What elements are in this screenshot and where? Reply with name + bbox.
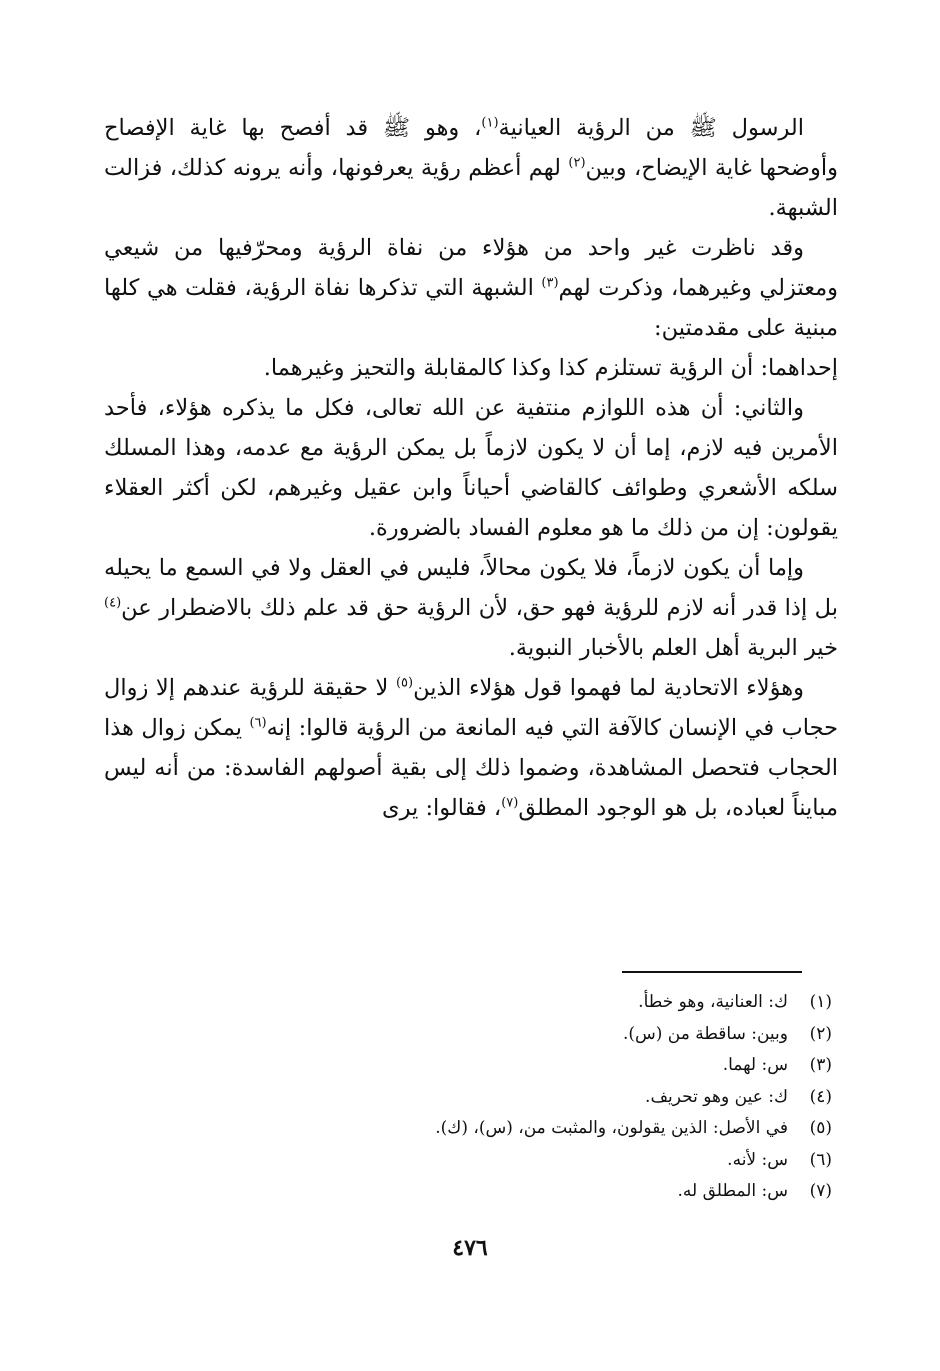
text-segment: الشبهة التي تذكرها نفاة الرؤية، فقلت هي كلها مبنية على مقدمتين:: [104, 275, 838, 341]
text-segment: ، وهو ﷺ قد أفصح بها غاية الإفصاح وأوضحها غاية الإيضاح، وبين: [104, 115, 838, 181]
footnotes-list: [272, 987, 832, 1208]
text-segment: ، فقالوا: يرى: [382, 795, 502, 821]
text-segment: وهؤلاء الاتحادية لما فهموا قول هؤلاء الذين: [413, 675, 804, 701]
main-text: [104, 108, 838, 828]
paragraph: [104, 348, 838, 388]
footnote-text: وبين: ساقطة من (س).: [622, 1023, 788, 1044]
footnote-text: في الأصل: الذين يقولون، والمثبت من، (س)، (ك).: [435, 1118, 788, 1138]
footnote-number: (٥): [809, 1118, 832, 1138]
text-segment: الرسول ﷺ من الرؤية العيانية: [498, 115, 804, 141]
text-segment: لهم أعظم رؤية يعرفونها، وأنه يرونه كذلك، فزالت الشبهة.: [104, 155, 838, 221]
text-segment: خير البرية أهل العلم بالأخبار النبوية.: [508, 635, 838, 661]
footnote-item: [272, 1019, 832, 1051]
footnote-item: [272, 987, 832, 1019]
footnote-item: [272, 1082, 832, 1114]
footnote-number: (٦): [809, 1149, 832, 1170]
text-segment: لا حقيقة للرؤية عندهم إلا زوال حجاب في الإنسان كالآفة التي فيه المانعة من الرؤية قالوا: إنه: [104, 675, 838, 741]
paragraph: [104, 668, 838, 828]
footnote-number: (٧): [809, 1181, 832, 1201]
paragraph: [104, 548, 838, 668]
paragraph: [104, 228, 838, 348]
footnote-ref: (٦): [249, 715, 267, 731]
footnote-ref: (٣): [541, 275, 559, 291]
footnote-number: (٣): [809, 1055, 832, 1075]
text-segment: والثاني: أن هذه اللوازم منتفية عن الله تعالى، فكل ما يذكره هؤلاء، فأحد الأمرين فيه لازم، إما أن لا يكون لازماً بل يمكن الرؤية مع عدمه، وهذا المسلك سلكه الأشعري وطوائف كالقاضي أحياناً وابن عقيل وغيرهم، لكن أكثر العقلاء يقولون: إن من ذلك ما هو معلوم الفساد بالضرورة.: [104, 395, 838, 541]
footnote-text: س: لأنه.: [727, 1149, 788, 1170]
paragraph: [104, 388, 838, 548]
text-segment: وإما أن يكون لازماً، فلا يكون محالاً، فليس في العقل ولا في السمع ما يحيله بل إذا قدر أنه لازم للرؤية فهو حق، لأن الرؤية حق قد علم ذلك بالاضطرار عن: [104, 555, 838, 621]
footnote-item: [272, 1050, 832, 1082]
footnote-ref: (٤): [104, 595, 122, 611]
footnote-text: س: المطلق له.: [677, 1181, 788, 1201]
text-segment: إحداهما: أن الرؤية تستلزم كذا وكذا كالمقابلة والتحيز وغيرهما.: [263, 355, 838, 381]
footnote-ref: (٥): [395, 675, 414, 691]
footnote-item: [272, 1113, 832, 1145]
footnote-number: (٢): [809, 1023, 832, 1044]
footnote-separator: [622, 971, 802, 973]
footnote-text: س: لهما.: [722, 1055, 788, 1075]
text-segment: يمكن زوال هذا الحجاب فتحصل المشاهدة، وضموا ذلك إلى بقية أصولهم الفاسدة: من أنه ليس مبايناً لعباده، بل هو الوجود المطلق: [104, 715, 838, 821]
footnote-number: (١): [809, 992, 832, 1012]
footnote-ref: (٢): [568, 155, 586, 171]
text-segment: وقد ناظرت غير واحد من هؤلاء من نفاة الرؤية ومحرّفيها من شيعي ومعتزلي وغيرهما، وذكرت لهم: [104, 235, 838, 301]
page-number: ٤٧٦: [452, 1235, 488, 1261]
footnote-text: ك: عين وهو تحريف.: [645, 1086, 788, 1107]
paragraph: [104, 108, 838, 228]
footnote-item: [272, 1145, 832, 1177]
footnote-text: ك: العنانية، وهو خطأ.: [638, 992, 788, 1012]
footnote-item: [272, 1176, 832, 1208]
footnote-number: (٤): [809, 1086, 832, 1107]
footnote-ref: (٧): [501, 795, 519, 811]
footnote-ref: (١): [481, 115, 499, 131]
